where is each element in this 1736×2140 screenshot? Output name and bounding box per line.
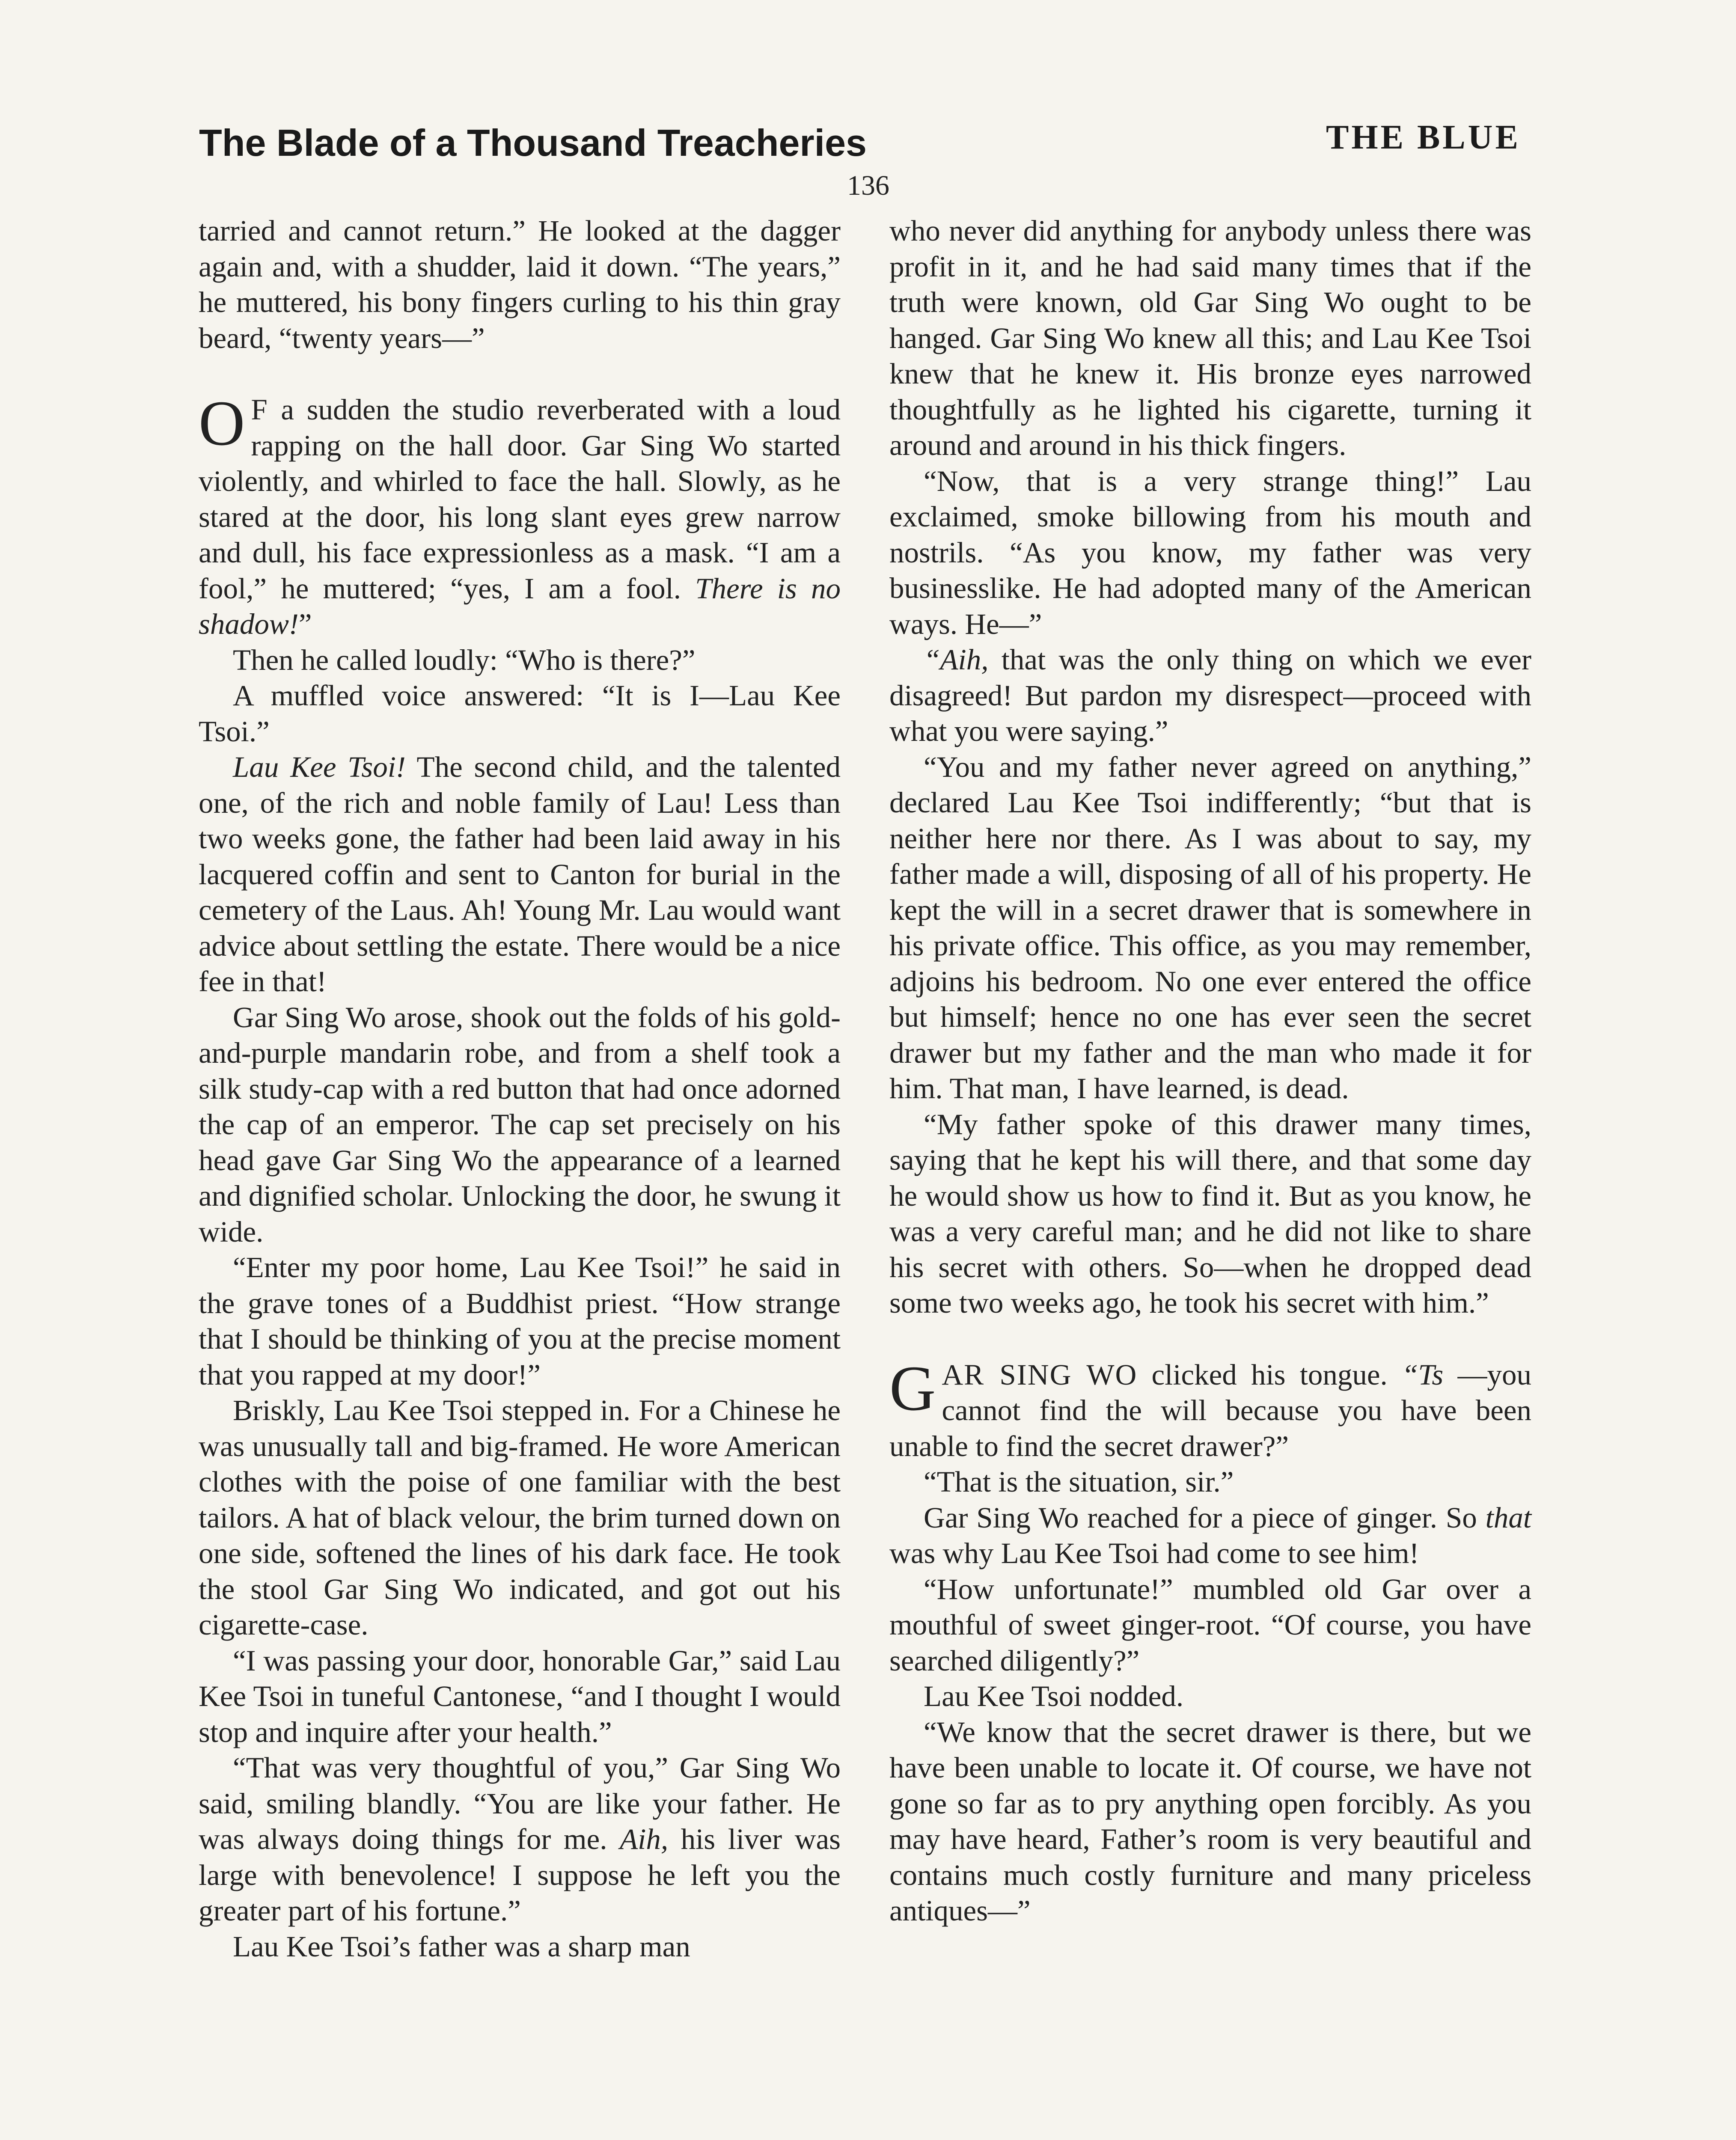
paragraph bbox=[199, 1643, 841, 1751]
paragraph-text: Briskly, Lau Kee Tsoi stepped in. For a Chinese he was unusually tall and big-framed. He wore American clothes with the poise of one familiar with the best tailors. A hat of black velour, the brim turned down on one side, softened the lines of his dark face. He took the stool Gar Sing Wo indicated, and got out his cigarette-case. bbox=[199, 1394, 841, 1641]
italic-text: Lau Kee Tsoi! bbox=[233, 751, 406, 783]
paragraph bbox=[199, 1393, 841, 1643]
paragraph-text: “Now, that is a very strange thing!” Lau exclaimed, smoke billowing from his mouth and nostrils. “As you know, my father was very businesslike. He had adopted many of the American ways. He—” bbox=[889, 464, 1531, 640]
paragraph-text: —you cannot find the will because you have been unable to find the secret drawer?” bbox=[889, 1358, 1531, 1462]
paragraph-text: “Enter my poor home, Lau Kee Tsoi!” he said in the grave tones of a Buddhist priest. “How strange that I should be thinking of you at the precise moment that you rapped at my door!” bbox=[199, 1251, 841, 1391]
italic-text: “Ts bbox=[1402, 1358, 1444, 1391]
page-number: 136 bbox=[847, 170, 889, 201]
lead-in: AR SING WO bbox=[942, 1358, 1138, 1391]
paragraph-text: a sudden the studio reverberated with a loud rapping on the hall door. Gar Sing Wo started violently, and whirled to face the hall. Slowly, as he stared at the door, his long slant eyes grew narrow and dull, his face expressionless as a mask. “I am a fool,” he muttered; “yes, I am a fool. bbox=[199, 393, 841, 605]
paragraph-text: A muffled voice answered: “It is I—Lau Kee Tsoi.” bbox=[199, 679, 841, 748]
paragraph-text: tarried and cannot return.” He looked at the dagger again and, with a shudder, laid it down. “The years,” he muttered, his bony fingers curling to his thin gray beard, “twenty years—” bbox=[199, 214, 841, 354]
paragraph-text: clicked his tongue. bbox=[1137, 1358, 1402, 1391]
paragraph bbox=[889, 464, 1531, 642]
lead-in: F bbox=[251, 393, 268, 426]
paragraph-text: ” bbox=[298, 608, 312, 640]
paragraph-text: “My father spoke of this drawer many times, saying that he kept his will there, and that some day he would show us how to find it. But as you know, he was a very careful man; and he did not like to share his secret with others. So—when he dropped dead some two weeks ago, he took his secret with him.” bbox=[889, 1108, 1531, 1319]
paragraph-text: Gar Sing Wo reached for a piece of ginger. So bbox=[924, 1501, 1486, 1534]
paragraph-text: Lau Kee Tsoi nodded. bbox=[924, 1680, 1184, 1712]
italic-text: Aih, bbox=[620, 1823, 669, 1855]
paragraph bbox=[199, 1250, 841, 1393]
paragraph bbox=[889, 749, 1531, 1107]
paragraph-text: that was the only thing on which we ever disagreed! But pardon my disrespect—proceed with what you were saying.” bbox=[889, 643, 1531, 747]
paragraph bbox=[889, 1500, 1531, 1572]
paragraph-text: “That was very thoughtful of you,” Gar Sing Wo said, smiling blandly. “You are like your father. He was always doing things for me. bbox=[199, 1751, 841, 1855]
italic-text: that bbox=[1485, 1501, 1531, 1534]
paragraph bbox=[889, 1107, 1531, 1321]
paragraph bbox=[889, 1352, 1531, 1465]
magazine-name: THE BLUE bbox=[1326, 119, 1521, 156]
paragraph bbox=[889, 1715, 1531, 1929]
paragraph bbox=[889, 642, 1531, 749]
paragraph bbox=[199, 642, 841, 678]
paragraph bbox=[889, 213, 1531, 464]
paragraph bbox=[199, 213, 841, 356]
article-title: The Blade of a Thousand Treacheries bbox=[199, 122, 867, 164]
paragraph-text: Lau Kee Tsoi’s father was a sharp man bbox=[233, 1930, 690, 1963]
left-column bbox=[199, 213, 841, 1965]
paragraph-text: “You and my father never agreed on anything,” declared Lau Kee Tsoi indifferently; “but that is neither here nor there. As I was about to say, my father made a will, disposing of all of his property. He kept the will in a secret drawer that is somewhere in his private office. This office, as you may remember, adjoins his bedroom. No one ever entered the office but himself; hence no one has ever seen the secret drawer but my father and the man who made it for him. That man, I have learned, is dead. bbox=[889, 750, 1531, 1105]
paragraph bbox=[199, 1929, 841, 1965]
italic-text: There is no shadow! bbox=[199, 572, 841, 640]
paragraph-text: Then he called loudly: “Who is there?” bbox=[233, 643, 696, 676]
italic-text: “Aih, bbox=[924, 643, 989, 676]
paragraph-text: The second child, and the talented one, of the rich and noble family of Lau! Less than two weeks gone, the father had been laid away in his lacquered coffin and sent to Canton for burial in the cemetery of the Laus. Ah! Young Mr. Lau would want advice about settling the estate. There would be a nice fee in that! bbox=[199, 751, 841, 998]
paragraph bbox=[889, 1572, 1531, 1679]
paragraph-text: who never did anything for anybody unless there was profit in it, and he had said many times that if the truth were known, old Gar Sing Wo ought to be hanged. Gar Sing Wo knew all this; and Lau Kee Tsoi knew that he knew it. His bronze eyes narrowed thoughtfully as he lighted his cigarette, turning it around and around in his thick fingers. bbox=[889, 214, 1531, 461]
paragraph-text: his liver was large with benevolence! I suppose he left you the greater part of his fortune.” bbox=[199, 1823, 841, 1927]
paragraph bbox=[889, 1464, 1531, 1500]
paragraph-text: was why Lau Kee Tsoi had come to see him! bbox=[889, 1537, 1419, 1569]
paragraph-text: “We know that the secret drawer is there, but we have been unable to locate it. Of course, we have not gone so far as to pry anything open forcibly. As you may have heard, Father’s room is very beautiful and contains much costly furniture and many priceless antiques—” bbox=[889, 1715, 1531, 1927]
right-column bbox=[889, 213, 1531, 1929]
drop-cap: G bbox=[889, 1352, 936, 1424]
paragraph-text: “That is the situation, sir.” bbox=[924, 1465, 1234, 1498]
paragraph-text: Gar Sing Wo arose, shook out the folds of his gold-and-purple mandarin robe, and from a shelf took a silk study-cap with a red button that had once adorned the cap of an emperor. The cap set precisely on his head gave Gar Sing Wo the appearance of a learned and dignified scholar. Unlocking the door, he swung it wide. bbox=[199, 1001, 841, 1248]
paragraph bbox=[199, 1750, 841, 1929]
paragraph bbox=[199, 749, 841, 1000]
paragraph bbox=[199, 678, 841, 749]
paragraph bbox=[199, 388, 841, 642]
paragraph-text: “How unfortunate!” mumbled old Gar over a mouthful of sweet ginger-root. “Of course, you have searched diligently?” bbox=[889, 1572, 1531, 1677]
drop-cap: O bbox=[199, 388, 245, 459]
paragraph bbox=[889, 1679, 1531, 1715]
paragraph-text: “I was passing your door, honorable Gar,” said Lau Kee Tsoi in tuneful Cantonese, “and I thought I would stop and inquire after your health.” bbox=[199, 1644, 841, 1748]
paragraph bbox=[199, 1000, 841, 1250]
